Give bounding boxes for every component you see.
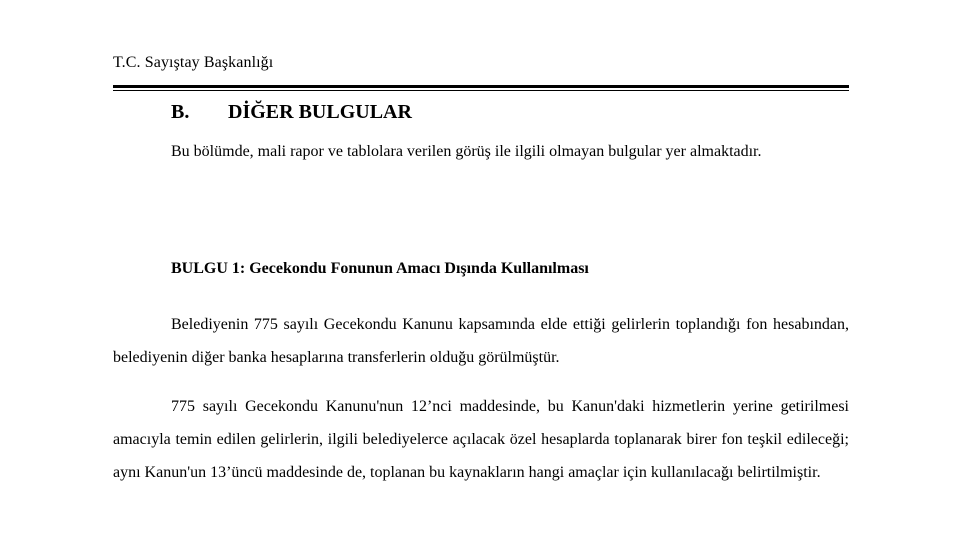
paragraph-finding-1: Belediyenin 775 sayılı Gecekondu Kanunu kapsamında elde ettiği gelirlerin toplandığı fon hesabından, belediyenin diğer banka hesaplarına transferlerin olduğu görülmüştür. [113, 316, 849, 366]
paragraph-finding-2: 775 sayılı Gecekondu Kanunu'nun 12’nci maddesinde, bu Kanun'daki hizmetlerin yerine getirilmesi amacıyla temin edilen gelirlerin, ilgili belediyelerce açılacak özel hesaplarda toplanarak birer fon teşkil edileceği; aynı Kanun'un 13’üncü maddesinde de, toplanan bu kaynakların hangi amaçlar için kullanılacağı belirtilmiştir. [113, 398, 849, 481]
finding-title: BULGU 1: Gecekondu Fonunun Amacı Dışında Kullanılması [171, 260, 589, 277]
page-header: T.C. Sayıştay Başkanlığı [113, 54, 274, 71]
finding-paragraph-block-2 [113, 390, 849, 489]
section-heading [171, 101, 412, 124]
intro-paragraph-block [113, 135, 849, 168]
section-title: DİĞER BULGULAR [228, 101, 412, 123]
header-rule-thick [113, 85, 849, 88]
header-rule-thin [113, 90, 849, 91]
section-number: B. [171, 101, 190, 123]
paragraph-intro: Bu bölümde, mali rapor ve tablolara verilen görüş ile ilgili olmayan bulgular yer almaktadır. [171, 143, 762, 160]
finding-paragraph-block-1 [113, 308, 849, 374]
